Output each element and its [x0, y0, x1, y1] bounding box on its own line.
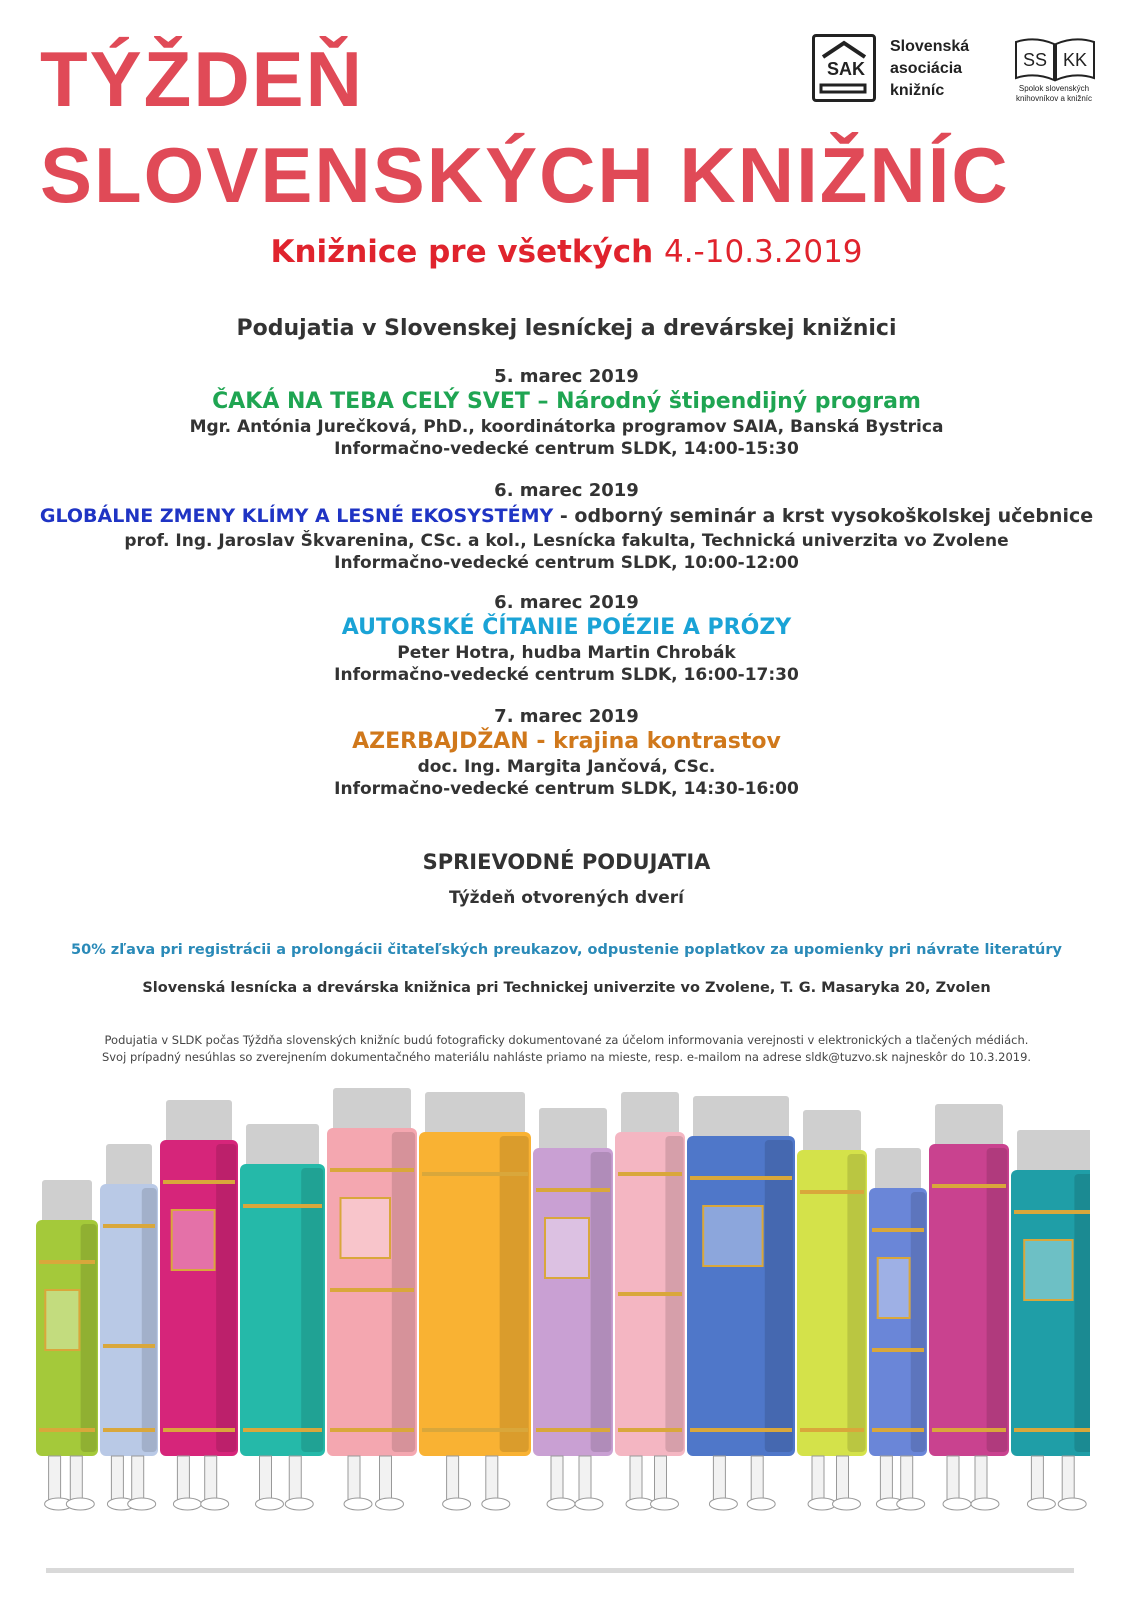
notice-line: Podujatia v SLDK počas Týždňa slovenských knižníc budú fotograficky dokumentované za účelom informovania verejnosti v elektronických a tlačených médiách.	[104, 1033, 1029, 1047]
legs	[173, 1456, 228, 1510]
sak-name-line: Slovenská	[890, 38, 970, 55]
legs	[547, 1456, 603, 1510]
event-detail: Informačno-vedecké centrum SLDK, 16:00-17:30	[334, 665, 799, 685]
event-detail: prof. Ing. Jaroslav Škvarenina, CSc. a kol., Lesnícka fakulta, Technická univerzita vo Zvolene	[124, 531, 1009, 551]
legs	[626, 1456, 679, 1510]
sskk-caption-line: knihovníkov a knižníc	[1015, 94, 1093, 103]
event-block	[0, 366, 1133, 460]
library-address: Slovenská lesnícka a drevárska knižnica pri Technickej univerzite vo Zvolene, T. G. Masaryka 20, Zvolen	[142, 980, 991, 996]
event-title: ČAKÁ NA TEBA CELÝ SVET – Národný štipendijný program	[212, 389, 921, 414]
event-detail: Informačno-vedecké centrum SLDK, 14:30-16:00	[334, 779, 799, 799]
sak-abbr: SAK	[826, 59, 865, 79]
sskk-caption	[1006, 84, 1102, 104]
footer-divider	[46, 1568, 1074, 1573]
event-detail: doc. Ing. Margita Jančová, CSc.	[417, 757, 716, 777]
book	[240, 1124, 325, 1456]
book	[869, 1148, 927, 1456]
book	[929, 1104, 1009, 1456]
legs	[107, 1456, 155, 1510]
book	[160, 1100, 238, 1456]
legs	[344, 1456, 404, 1510]
sskk-abbr-right: KK	[1062, 50, 1088, 70]
discount-text: 50% zľava pri registrácii a prolongácii čitateľských preukazov, odpustenie poplatkov za upomienky pri návrate literatúry	[71, 942, 1062, 958]
subtitle	[0, 232, 1133, 272]
notice-line: Svoj prípadný nesúhlas so zverejnením dokumentačného materiálu nahláste priamo na mieste, resp. e-mailom na adrese sldk@tuzvo.sk najneskôr do 10.3.2019.	[101, 1050, 1032, 1064]
event-block	[0, 480, 1133, 574]
event-date: 6. marec 2019	[494, 592, 639, 613]
sskk-abbr-left: SS	[1022, 50, 1048, 70]
event-title-row	[0, 502, 1133, 530]
title-line-1: TÝŽDEŇ	[40, 35, 364, 123]
book	[100, 1144, 158, 1456]
sak-logo	[812, 34, 992, 110]
legs	[1027, 1456, 1086, 1510]
book	[687, 1096, 795, 1456]
accompanying-subheading: Týždeň otvorených dverí	[448, 888, 685, 908]
event-detail: Informačno-vedecké centrum SLDK, 10:00-12:00	[334, 553, 799, 573]
legs	[256, 1456, 314, 1510]
sak-name-line: asociácia	[890, 60, 963, 77]
sak-name-line: knižníc	[890, 82, 945, 99]
event-block	[0, 592, 1133, 686]
open-book-icon	[1010, 34, 1100, 84]
event-title: GLOBÁLNE ZMENY KLÍMY A LESNÉ EKOSYSTÉMY	[39, 505, 554, 527]
event-title: AZERBAJDŽAN - krajina kontrastov	[352, 729, 781, 754]
legs	[45, 1456, 95, 1510]
books-illustration	[30, 1088, 1090, 1528]
intro-heading: Podujatia v Slovenskej lesníckej a drevárskej knižnici	[236, 316, 897, 341]
book	[419, 1092, 531, 1456]
event-detail: Peter Hotra, hudba Martin Chrobák	[397, 643, 736, 663]
event-date: 7. marec 2019	[494, 706, 639, 727]
event-title: AUTORSKÉ ČÍTANIE POÉZIE A PRÓZY	[341, 615, 792, 640]
subtitle-highlight: Knižnice pre všetkých	[270, 234, 654, 270]
book	[1011, 1130, 1090, 1456]
event-detail: Mgr. Antónia Jurečková, PhD., koordinátorka programov SAIA, Banská Bystrica	[189, 417, 944, 437]
sak-logo-mark	[812, 34, 876, 102]
event-title-suffix: - odborný seminár a krst vysokoškolskej učebnice	[553, 505, 1094, 527]
title-line-2: SLOVENSKÝCH KNIŽNÍC	[40, 131, 1010, 219]
sak-name	[890, 36, 1000, 102]
subtitle-dates: 4.-10.3.2019	[663, 234, 863, 270]
book	[36, 1180, 98, 1456]
event-date: 6. marec 2019	[494, 480, 639, 501]
photo-notice	[0, 1032, 1133, 1066]
legs	[709, 1456, 775, 1510]
legs	[443, 1456, 510, 1510]
book	[327, 1088, 417, 1456]
event-detail: Informačno-vedecké centrum SLDK, 14:00-15:30	[334, 439, 799, 459]
sskk-caption-line: Spolok slovenských	[1018, 84, 1090, 93]
book	[615, 1092, 685, 1456]
event-block	[0, 706, 1133, 800]
book	[797, 1110, 867, 1456]
book	[533, 1108, 613, 1456]
legs	[808, 1456, 861, 1510]
legs	[943, 1456, 999, 1510]
event-date: 5. marec 2019	[494, 366, 639, 387]
sskk-logo	[1010, 34, 1100, 114]
legs	[876, 1456, 924, 1510]
accompanying-heading: SPRIEVODNÉ PODUJATIA	[422, 850, 711, 874]
